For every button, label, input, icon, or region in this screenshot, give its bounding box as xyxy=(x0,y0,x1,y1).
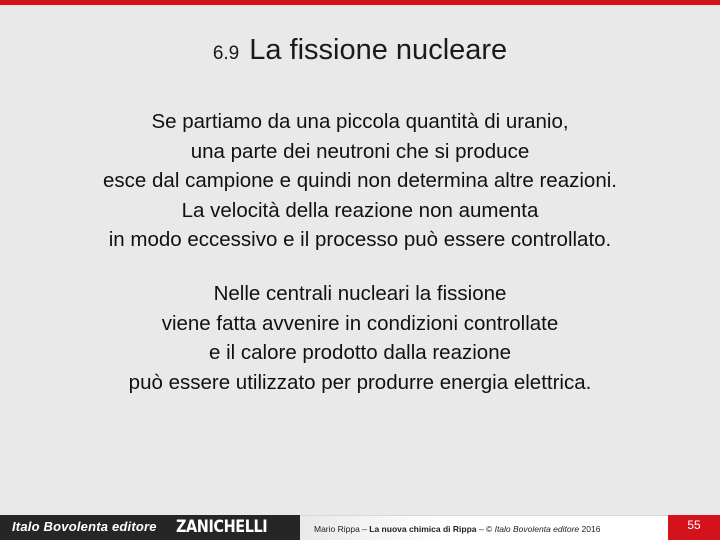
paragraph-line: La velocità della reazione non aumenta xyxy=(181,198,539,222)
credit-copyright: – © xyxy=(476,524,495,534)
credit-line xyxy=(314,524,600,534)
paragraph-line: Se partiamo da una piccola quantità di uranio, xyxy=(151,110,569,133)
credit-book: La nuova chimica di Rippa xyxy=(369,524,477,534)
slide-title xyxy=(0,34,720,67)
paragraph-line: e il calore prodotto dalla reazione xyxy=(209,341,511,364)
footer xyxy=(0,515,720,540)
section-number: 6.9 xyxy=(212,43,240,64)
publisher-logo: Italo Bovolenta editore xyxy=(12,519,157,534)
paragraph-line: può essere utilizzato per produrre energia elettrica. xyxy=(128,370,592,394)
paragraph-line: Nelle centrali nucleari la fissione xyxy=(213,282,507,305)
paragraph-power-plants xyxy=(0,279,720,397)
paragraph-line: in modo eccessivo e il processo può essere controllato. xyxy=(108,228,612,251)
page-number: 55 xyxy=(687,518,701,532)
zanichelli-logo: ZANICHELLI xyxy=(176,517,268,537)
credit-publisher: Italo Bovolenta editore xyxy=(494,524,580,534)
credit-year: 2016 xyxy=(579,524,601,534)
page-number-box xyxy=(668,515,720,540)
paragraph-uranium xyxy=(0,107,720,255)
top-accent-bar xyxy=(0,0,720,5)
paragraph-line: esce dal campione e quindi non determina altre reazioni. xyxy=(103,169,617,192)
credit-area xyxy=(300,515,668,540)
credit-author: Mario Rippa – xyxy=(314,524,370,534)
paragraph-line: viene fatta avvenire in condizioni controllate xyxy=(161,311,559,335)
publisher-logo-area xyxy=(0,515,300,540)
title-text: La fissione nucleare xyxy=(249,34,508,66)
paragraph-line: una parte dei neutroni che si produce xyxy=(190,139,530,163)
